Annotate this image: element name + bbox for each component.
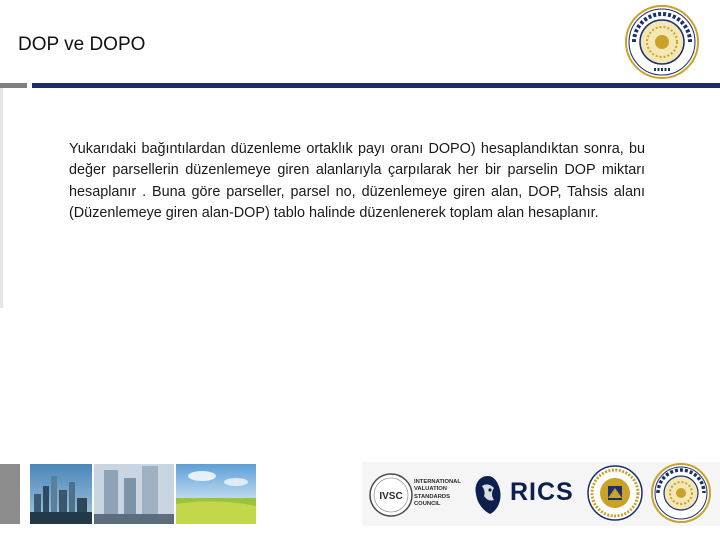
rics-lion-icon (470, 472, 506, 518)
title-rule-accent (0, 83, 27, 88)
towers-photo (94, 464, 174, 524)
title-rule (32, 83, 720, 88)
city-skyline-photo (30, 464, 92, 524)
ivsc-logo (368, 470, 414, 520)
slide-title: DOP ve DOPO (18, 34, 146, 55)
left-margin-bar (0, 88, 3, 308)
university-seal-logo (624, 4, 700, 80)
rics-wordmark: RICS (510, 478, 574, 506)
ivsc-abbr: IVSC (379, 491, 403, 502)
field-photo (176, 464, 256, 524)
university-seal-logo-small (650, 462, 712, 524)
footer-accent-block (0, 464, 20, 524)
academic-seal-logo (586, 464, 644, 522)
ivsc-full-name: INTERNATIONAL VALUATION STANDARDS COUNCIL (414, 479, 461, 508)
body-paragraph: Yukarıdaki bağıntılardan düzenleme ortaklık payı oranı DOPO) hesaplandıktan sonra, bu değer parsellerin düzenlemeye giren alanlarıyla çarpılarak her bir parselin DOP miktarı hesaplanır . Buna göre parseller, parsel no, düzenlemeye giren alan, DOP, Tahsis alanı (Düzenlemeye giren alan-DOP) tablo halinde düzenlenerek toplam alan hesaplanır. (69, 141, 645, 221)
